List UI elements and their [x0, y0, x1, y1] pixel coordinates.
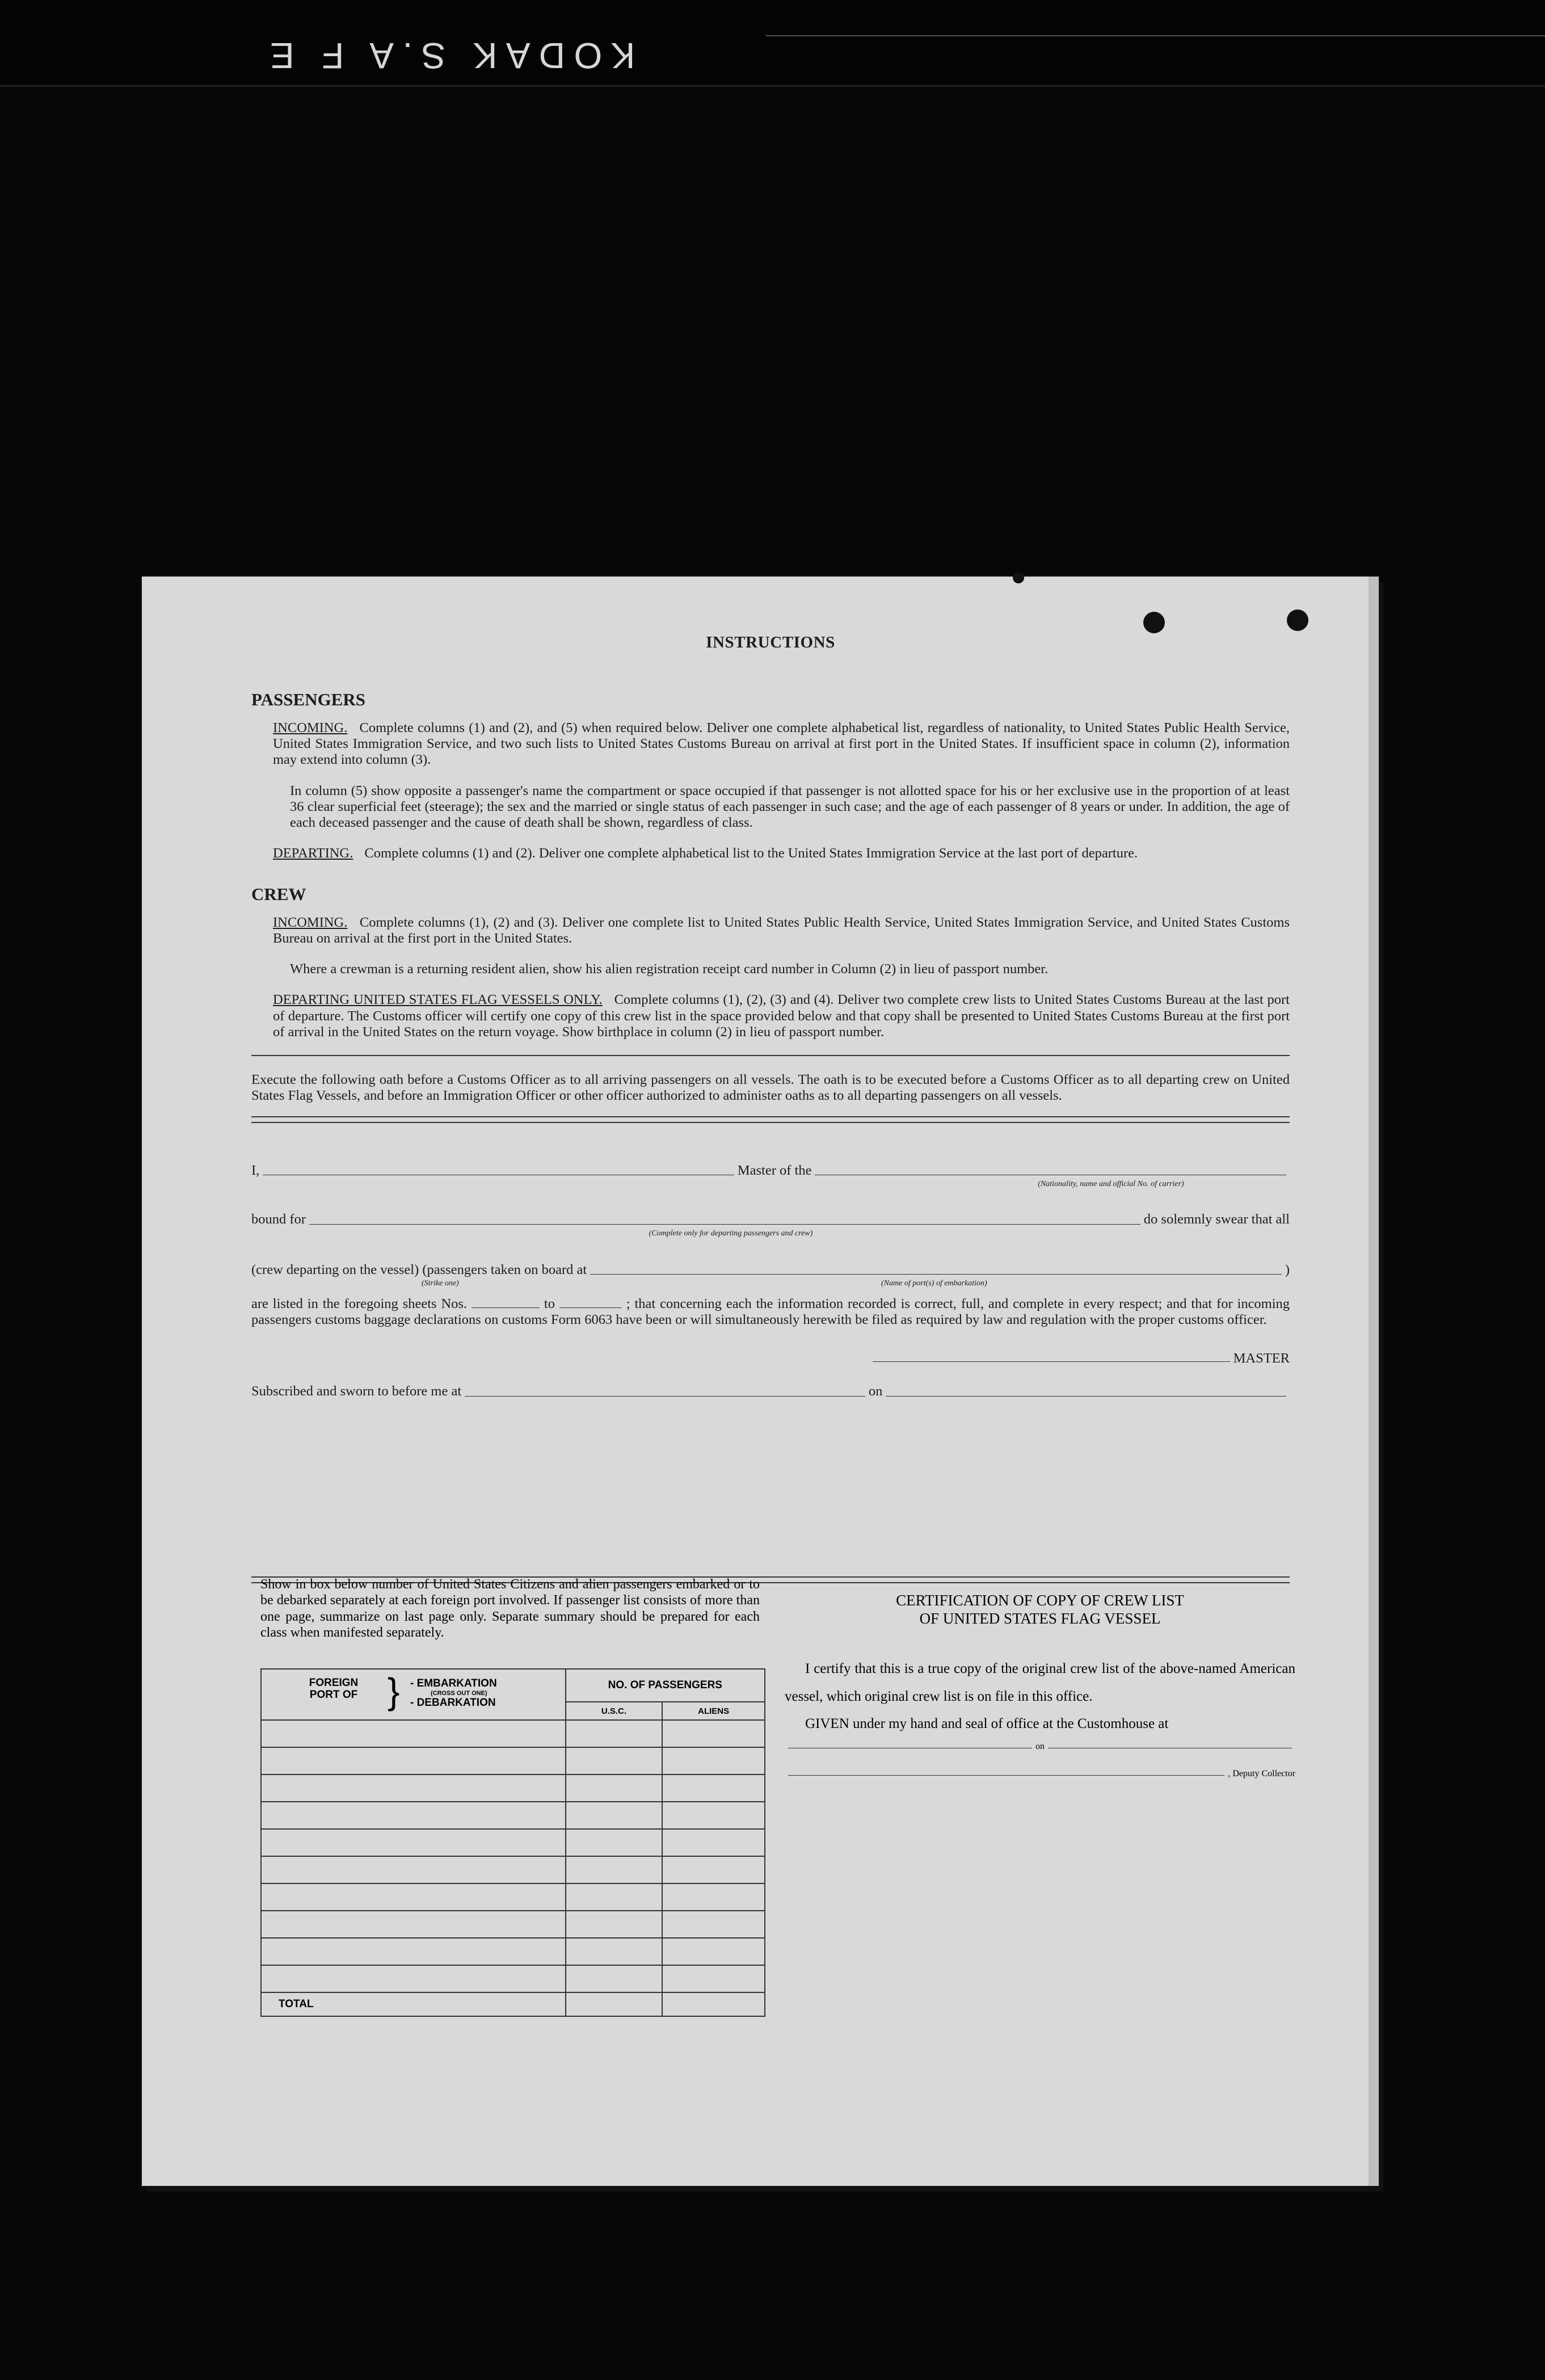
oath-listed-paragraph — [251, 1296, 1290, 1328]
certification-given: GIVEN under my hand and seal of office at the Customhouse at — [805, 1716, 1169, 1732]
certification-title — [785, 1591, 1295, 1628]
sworn-place-field[interactable] — [465, 1395, 865, 1397]
deputy-signature-field[interactable] — [788, 1775, 1224, 1776]
sworn-date-field[interactable] — [886, 1395, 1286, 1397]
debarkation-label: - DEBARKATION — [410, 1697, 496, 1709]
master-signature-field[interactable] — [873, 1351, 1230, 1362]
embarkation-label: - EMBARKATION — [410, 1677, 497, 1689]
port-cell[interactable] — [261, 1856, 566, 1883]
port-cell[interactable] — [261, 1747, 566, 1775]
summary-instructions: Show in box below number of United States Citizens and alien passengers embarked or to be debarked separately at each foreign port involved. If passenger list consists of more than one page, summarize on last page only. Separate summary should be prepared for each class when manifested separately. — [260, 1577, 760, 1640]
carrier-caption: (Nationality, name and official No. of carrier) — [1038, 1180, 1184, 1189]
embarkation-port-field[interactable] — [590, 1273, 1282, 1275]
oath-close-paren: ) — [1285, 1262, 1290, 1277]
oath-listed-prefix: are listed in the foregoing sheets Nos. — [251, 1296, 468, 1311]
usc-total-cell[interactable] — [566, 1992, 663, 2016]
crew-incoming-lead: INCOMING. — [273, 914, 348, 930]
crew-resident-paragraph: Where a crewman is a returning resident alien, show his alien registration receipt card number in Column (2) in lieu of passport number. — [290, 961, 1049, 977]
certification-title-line1: CERTIFICATION OF COPY OF CREW LIST — [896, 1592, 1184, 1609]
usc-cell[interactable] — [566, 1856, 663, 1883]
aliens-cell[interactable] — [662, 1965, 765, 1992]
passenger-summary — [251, 1576, 762, 2010]
port-caption: (Name of port(s) of embarkation) — [881, 1279, 987, 1288]
foreign-port-header — [261, 1669, 566, 1720]
crew-incoming-text: Complete columns (1), (2) and (3). Deliver one complete list to United States Public Health Service, United States Immigration Service, and United States Customs Bureau on arrival at the first port in the United States. — [273, 914, 1290, 946]
document-page — [142, 577, 1379, 2186]
aliens-cell[interactable] — [662, 1747, 765, 1775]
cross-out-label: (CROSS OUT ONE) — [431, 1689, 487, 1697]
usc-cell[interactable] — [566, 1747, 663, 1775]
section-divider — [251, 1116, 1290, 1123]
table-row — [261, 1775, 765, 1802]
passengers-heading: PASSENGERS — [251, 689, 365, 710]
port-cell[interactable] — [261, 1802, 566, 1829]
aliens-cell[interactable] — [662, 1856, 765, 1883]
master-name-field[interactable] — [263, 1174, 734, 1175]
table-row — [261, 1747, 765, 1775]
aliens-cell[interactable] — [662, 1883, 765, 1911]
oath-i-label: I, — [251, 1163, 260, 1179]
port-cell[interactable] — [261, 1965, 566, 1992]
port-cell[interactable] — [261, 1883, 566, 1911]
passengers-incoming-text: Complete columns (1) and (2), and (5) when required below. Deliver one complete alphabetical list, regardless of nationality, to United States Public Health Service, United States Immigration Service, and two such lists to United States Customs Bureau on arrival at first port in the United States. If insufficient space in column (2), information may extend into column (3). — [273, 720, 1290, 768]
oath-crew-paren: (crew departing on the vessel) (passengers taken on board at — [251, 1262, 587, 1277]
passengers-departing-lead: DEPARTING. — [273, 846, 353, 861]
passengers-departing-text: Complete columns (1) and (2). Deliver one complete alphabetical list to the United States Immigration Service at the last port of departure. — [364, 846, 1138, 861]
oath-swear: do solemnly swear that all — [1143, 1212, 1290, 1227]
master-signature-row — [251, 1351, 1290, 1366]
oath-master-of: Master of the — [737, 1163, 812, 1179]
oath-master-row — [251, 1163, 1290, 1179]
crew-list-certification — [785, 1591, 1295, 1779]
usc-cell[interactable] — [566, 1720, 663, 1747]
punch-hole — [1287, 609, 1308, 631]
film-edge-text: KODAK S.A F E — [261, 35, 635, 76]
foreign-port-label: FOREIGN PORT OF — [309, 1677, 359, 1701]
table-row — [261, 1965, 765, 1992]
bound-for-field[interactable] — [309, 1223, 1140, 1225]
page-edge — [1369, 577, 1379, 2186]
oath-master-label: MASTER — [1233, 1351, 1290, 1366]
table-row — [261, 1883, 765, 1911]
sheet-from-field[interactable] — [472, 1307, 540, 1308]
oath-port-row — [251, 1262, 1290, 1278]
crew-departing-lead: DEPARTING UNITED STATES FLAG VESSELS ONLY. — [273, 992, 603, 1008]
usc-cell[interactable] — [566, 1965, 663, 1992]
aliens-cell[interactable] — [662, 1829, 765, 1856]
strike-caption: (Strike one) — [422, 1279, 459, 1288]
total-row — [261, 1992, 765, 2016]
passenger-summary-table — [260, 1668, 765, 2017]
sheet-to-field[interactable] — [559, 1307, 622, 1308]
certification-on-label: on — [1035, 1742, 1045, 1752]
passengers-departing-paragraph — [273, 846, 1290, 861]
oath-bound-row — [251, 1212, 1290, 1227]
oath-listed-text: ; that concerning each the information recorded is correct, full, and complete in every respect; and that for incoming passengers customs baggage declarations on customs Form 6063 have been or will simultaneously herewith be filed as required by law and regulation with the proper customs officer. — [251, 1296, 1290, 1328]
crew-heading: CREW — [251, 884, 306, 905]
usc-cell[interactable] — [566, 1938, 663, 1965]
embark-debark-labels — [410, 1677, 497, 1709]
deputy-collector-row — [785, 1769, 1295, 1779]
passengers-column5-paragraph: In column (5) show opposite a passenger's name the compartment or space occupied if that passenger is not allotted space for his or her exclusive use in the proportion of at least 36 clear superficial feet (steerage); the sex and the married or single status of each passenger in such case; and the age of each passenger of 8 years or under. In addition, the age of each deceased passenger and the cause of death shall be shown, regardless of class. — [290, 783, 1290, 830]
usc-cell[interactable] — [566, 1883, 663, 1911]
usc-cell[interactable] — [566, 1802, 663, 1829]
customhouse-field[interactable] — [788, 1747, 1032, 1748]
summary-certification-section — [251, 1576, 1295, 2121]
oath-subscribed-row — [251, 1384, 1290, 1399]
table-row — [261, 1911, 765, 1938]
crew-departing-text: Complete columns (1), (2), (3) and (4). Deliver two complete crew lists to United States Customs Bureau at the last port of departure. The Customs officer will certify one copy of this crew list in the space provided below and that copy shall be presented to United States Customs Bureau at the first port of arrival in the United States on the return voyage. Show birthplace in column (2) in lieu of passport number. — [273, 992, 1290, 1040]
certification-text: I certify that this is a true copy of the original crew list of the above-named American vessel, which original crew list is on file in this office. — [785, 1660, 1295, 1704]
usc-cell[interactable] — [566, 1775, 663, 1802]
port-cell[interactable] — [261, 1911, 566, 1938]
page-title: INSTRUCTIONS — [706, 633, 835, 651]
oath-on-label: on — [868, 1384, 883, 1399]
oath-intro: Execute the following oath before a Customs Officer as to all arriving passengers on all vessels. The oath is to be executed before a Customs Officer as to all departing crew on United States Flag Vessels, and before an Immigration Officer or other officer authorized to administer oaths as to all departing passengers on all vessels. — [251, 1071, 1290, 1104]
crew-departing-paragraph — [273, 992, 1290, 1040]
port-cell[interactable] — [261, 1775, 566, 1802]
aliens-header: ALIENS — [662, 1702, 765, 1720]
certification-date-field[interactable] — [1048, 1747, 1292, 1748]
aliens-cell[interactable] — [662, 1911, 765, 1938]
bound-caption: (Complete only for departing passengers and crew) — [649, 1229, 813, 1238]
punch-hole — [1013, 572, 1024, 583]
aliens-cell[interactable] — [662, 1802, 765, 1829]
table-row — [261, 1720, 765, 1747]
usc-cell[interactable] — [566, 1829, 663, 1856]
certification-title-line2: OF UNITED STATES FLAG VESSEL — [919, 1610, 1161, 1628]
film-edge-line — [766, 35, 1545, 36]
oath-subscribed: Subscribed and sworn to before me at — [251, 1384, 462, 1399]
table-row — [261, 1856, 765, 1883]
no-passengers-header: NO. OF PASSENGERS — [566, 1669, 765, 1702]
deputy-collector-label: , Deputy Collector — [1228, 1769, 1295, 1779]
passengers-incoming-paragraph — [273, 720, 1290, 768]
film-edge-strip — [0, 0, 1545, 87]
section-divider — [251, 1055, 1290, 1056]
port-cell[interactable] — [261, 1938, 566, 1965]
usc-cell[interactable] — [566, 1911, 663, 1938]
usc-header: U.S.C. — [566, 1702, 663, 1720]
instructions-document — [251, 633, 1290, 1405]
table-row — [261, 1802, 765, 1829]
port-cell[interactable] — [261, 1720, 566, 1747]
carrier-field[interactable] — [815, 1174, 1286, 1175]
table-row — [261, 1938, 765, 1965]
brace-glyph: } — [388, 1671, 400, 1712]
port-cell[interactable] — [261, 1829, 566, 1856]
aliens-cell[interactable] — [662, 1720, 765, 1747]
aliens-cell[interactable] — [662, 1775, 765, 1802]
total-label: TOTAL — [261, 1992, 566, 2016]
certification-date-row — [785, 1742, 1295, 1752]
punch-hole — [1143, 612, 1165, 633]
oath-bound-for: bound for — [251, 1212, 306, 1227]
table-row — [261, 1829, 765, 1856]
aliens-total-cell[interactable] — [662, 1992, 765, 2016]
oath-to-label: to — [544, 1296, 555, 1311]
passengers-incoming-lead: INCOMING. — [273, 720, 348, 735]
aliens-cell[interactable] — [662, 1938, 765, 1965]
crew-incoming-paragraph — [273, 915, 1290, 947]
